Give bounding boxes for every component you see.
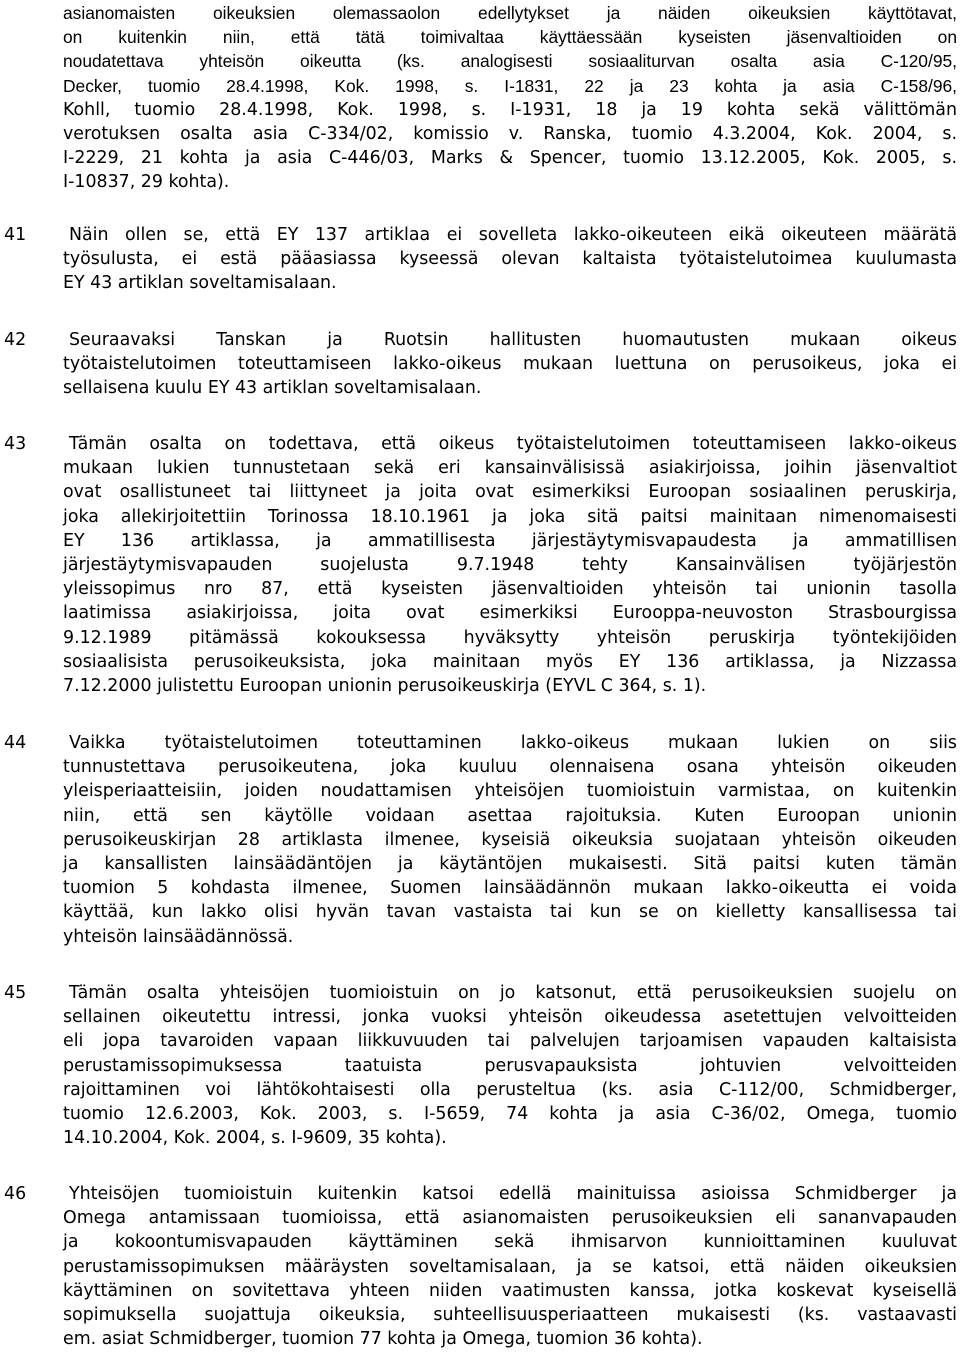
text-line: tunnustettava perusoikeutena, joka kuuluu olennaisena osana yhteisön oikeuden xyxy=(63,757,957,778)
text-line: joka allekirjoitettiin Torinossa 18.10.1961 ja joka sitä paitsi mainitaan nimenomaisesti xyxy=(63,506,957,527)
paragraph-44 xyxy=(63,731,957,949)
paragraph-46 xyxy=(63,1182,957,1351)
text-line: yleisperiaatteisiin, joiden noudattamisen yhteisöjen tuomioistuin varmistaa, on kuitenkin xyxy=(63,781,957,802)
text-line: Tämän osalta yhteisöjen tuomioistuin on jo katsonut, että perusoikeuksien suojelu on xyxy=(69,983,957,1003)
text-line: käyttäminen on sovitettava yhteen niiden vaatimusten kanssa, jotka koskevat kyseisellä xyxy=(63,1280,957,1301)
text-line: rajoittaminen voi lähtökohtaisesti olla perusteltua (ks. asia C-112/00, Schmidberger, xyxy=(63,1079,957,1100)
text-line: käyttää, kun lakko olisi hyvän tavan vastaista tai kun se on kielletty kansallisessa tai xyxy=(63,902,957,923)
text-line: asianomaisten oikeuksien olemassaolon edellytykset ja näiden oikeuksien käyttötavat, xyxy=(63,3,957,23)
paragraph-number: 46 xyxy=(4,1184,27,1204)
text-line: yleissopimus nro 87, että kyseisten jäsenvaltioiden yhteisön tai unionin tasolla xyxy=(63,579,957,600)
text-line: ja kansallisten lainsäädäntöjen ja käytäntöjen mukaisesti. Sitä paitsi kuten tämän xyxy=(63,853,957,874)
text-line: ja kokoontumisvapauden käyttäminen sekä ihmisarvon kunnioittaminen kuuluvat xyxy=(63,1232,957,1253)
text-line: EY 43 artiklan soveltamisalaan. xyxy=(63,273,337,294)
text-line: sosiaalisista perusoikeuksista, joka mainitaan myös EY 136 artiklassa, ja Nizzassa xyxy=(63,651,957,672)
text-line: Tämän osalta on todettava, että oikeus työtaistelutoimen toteuttamiseen lakko-oikeus xyxy=(69,434,957,454)
text-line: niin, että sen käytölle voidaan asettaa rajoituksia. Kuten Euroopan unionin xyxy=(63,805,957,826)
text-line: Näin ollen se, että EY 137 artiklaa ei sovelleta lakko-oikeuteen eikä oikeuteen määrätä xyxy=(69,225,957,245)
text-line: em. asiat Schmidberger, tuomion 77 kohta ja Omega, tuomion 36 kohta). xyxy=(63,1329,703,1350)
text-line: tuomion 5 kohdasta ilmenee, Suomen lainsäädännön mukaan lakko-oikeutta ei voida xyxy=(63,878,957,899)
paragraph-number: 45 xyxy=(4,983,27,1003)
text-line: Kohll, tuomio 28.4.1998, Kok. 1998, s. I-1931, 18 ja 19 kohta sekä välittömän xyxy=(63,99,957,120)
text-line: työtaistelutoimen toteuttamiseen lakko-oikeus mukaan luettuna on perusoikeus, joka ei xyxy=(63,354,957,375)
paragraph-number: 43 xyxy=(4,434,27,454)
text-line: perustamissopimuksessa taatuista perusvapauksista johtuvien velvoitteiden xyxy=(63,1055,957,1076)
text-line: laatimissa asiakirjoissa, joita ovat esimerkiksi Eurooppa-neuvoston Strasbourgissa xyxy=(63,603,957,624)
text-line: Seuraavaksi Tanskan ja Ruotsin hallitusten huomautusten mukaan oikeus xyxy=(69,330,957,350)
text-line: 9.12.1989 pitämässä kokouksessa hyväksytty yhteisön peruskirja työntekijöiden xyxy=(63,627,957,648)
paragraph-45 xyxy=(63,981,957,1150)
text-line: 7.12.2000 julistettu Euroopan unionin perusoikeuskirja (EYVL C 364, s. 1). xyxy=(63,675,707,696)
text-line: Omega antamissaan tuomioissa, että asianomaisten perusoikeuksien eli sananvapauden xyxy=(63,1208,957,1229)
paragraph-number: 44 xyxy=(4,733,27,753)
text-line: sopimuksella suojattuja oikeuksia, suhteellisuusperiaatteen mukaisesti (ks. vastaavasti xyxy=(63,1304,957,1325)
paragraph-number: 42 xyxy=(4,330,27,350)
text-line: EY 136 artiklassa, ja ammatillisesta järjestäytymisvapaudesta ja ammatillisen xyxy=(63,530,957,551)
text-line: Vaikka työtaistelutoimen toteuttaminen lakko-oikeus mukaan lukien on siis xyxy=(69,733,957,753)
text-line: verotuksen osalta asia C-334/02, komissio v. Ranska, tuomio 4.3.2004, Kok. 2004, s. xyxy=(63,123,957,144)
text-line: tuomio 12.6.2003, Kok. 2003, s. I-5659, 74 kohta ja asia C-36/02, Omega, tuomio xyxy=(63,1103,957,1124)
paragraph-43 xyxy=(63,432,957,698)
text-line: sellainen oikeutettu intressi, jonka vuoksi yhteisön oikeudessa asetettujen velvoitteiden xyxy=(63,1007,957,1028)
text-line: perusoikeuskirjan 28 artiklasta ilmenee, kyseisiä oikeuksia suojataan yhteisön oikeuden xyxy=(63,829,957,850)
text-line: eli jopa tavaroiden vapaan liikkuvuuden tai palvelujen tarjoamisen vapauden kaltaisista xyxy=(63,1031,957,1052)
text-line: järjestäytymisvapauden suojelusta 9.7.1948 tehty Kansainvälisen työjärjestön xyxy=(63,554,957,575)
paragraph-41 xyxy=(63,223,957,296)
text-line: perustamissopimuksen määräysten soveltamisalaan, ja se katsoi, että näiden oikeuksien xyxy=(63,1256,957,1277)
text-line: noudatettava yhteisön oikeutta (ks. analogisesti sosiaaliturvan osalta asia C-120/95, xyxy=(63,51,957,72)
paragraph-42 xyxy=(63,328,957,401)
text-line: Yhteisöjen tuomioistuin kuitenkin katsoi edellä mainituissa asioissa Schmidberger ja xyxy=(69,1184,957,1204)
text-line: I-2229, 21 kohta ja asia C-446/03, Marks & Spencer, tuomio 13.12.2005, Kok. 2005, s. xyxy=(63,148,957,169)
text-line: mukaan lukien tunnustetaan sekä eri kansainvälisissä asiakirjoissa, joihin jäsenvaltiot xyxy=(63,458,957,479)
paragraph-number: 41 xyxy=(4,225,27,245)
text-line: sellaisena kuulu EY 43 artiklan soveltamisalaan. xyxy=(63,378,482,399)
text-line: 14.10.2004, Kok. 2004, s. I-9609, 35 kohta). xyxy=(63,1128,447,1149)
text-line: ovat osallistuneet tai liittyneet ja joita ovat esimerkiksi Euroopan sosiaalinen peruskirja, xyxy=(63,482,957,503)
text-line: Decker, tuomio 28.4.1998, Kok. 1998, s. I-1831, 22 ja 23 kohta ja asia C-158/96, xyxy=(63,75,957,96)
paragraph-continuation xyxy=(63,1,957,195)
text-line: I-10837, 29 kohta). xyxy=(63,172,230,193)
text-line: työsulusta, ei estä pääasiassa kyseessä olevan kaltaista työtaistelutoimea kuulumasta xyxy=(63,249,957,270)
text-line: yhteisön lainsäädännössä. xyxy=(63,926,294,947)
text-line: on kuitenkin niin, että tätä toimivaltaa käyttäessään kyseisten jäsenvaltioiden on xyxy=(63,27,957,48)
